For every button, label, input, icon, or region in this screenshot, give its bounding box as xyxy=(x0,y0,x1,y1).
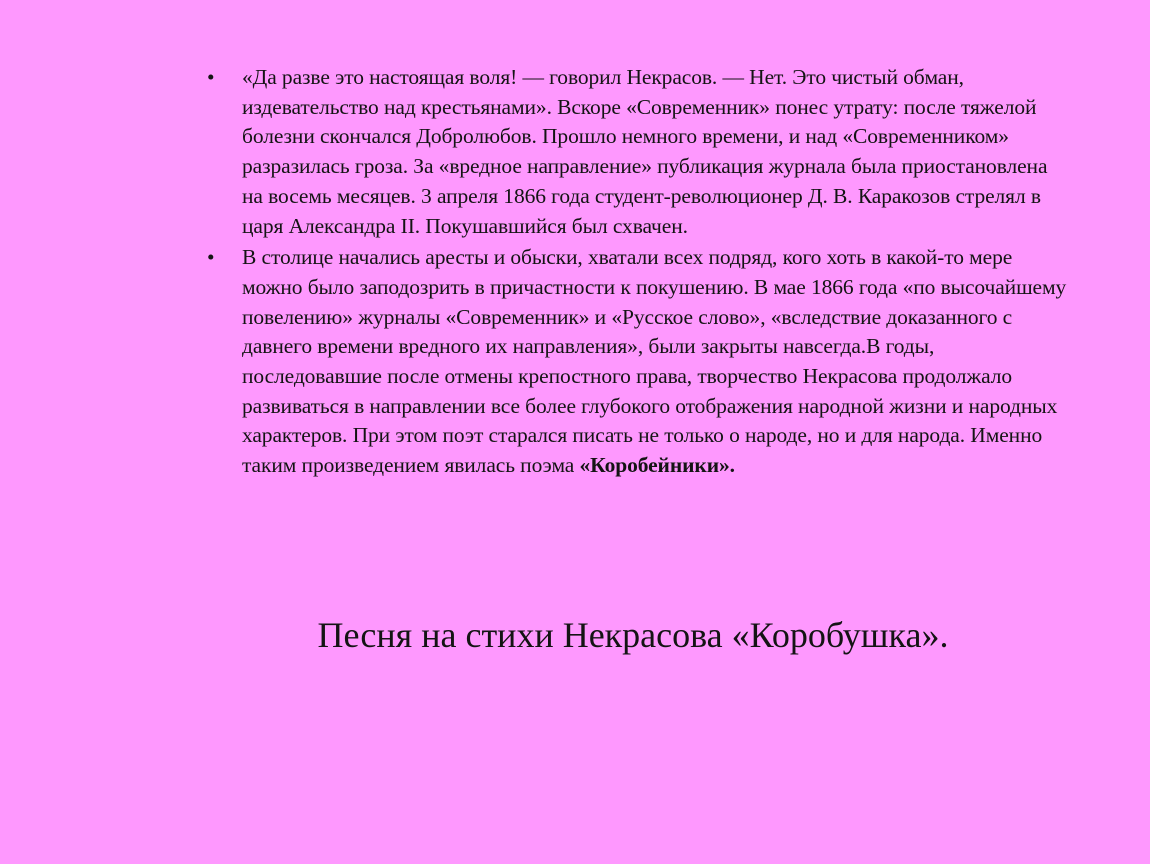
bullet-icon xyxy=(207,243,227,273)
bullet-text: В столице начались аресты и обыски, хватали всех подряд, кого хоть в какой-то мере можно было заподозрить в причастности к покушению. В мае 1866 года «по высочайшему повелению» журналы «Современник» и «Русское слово», «вследствие доказанного с давнего времени вредного их направления», были закрыты навсегда.В годы, последовавшие после отмены крепостного права, творчество Некрасова продолжало развиваться в направлении все более глубокого отображения народной жизни и народных характеров. При этом поэт старался писать не только о народе, но и для народа. Именно таким произведением явилась поэма xyxy=(242,245,1067,478)
song-title: Песня на стихи Некрасова «Коробушка». xyxy=(317,615,949,655)
poem-title-emphasis: «Коробейники». xyxy=(579,453,735,478)
bullet-list xyxy=(207,63,1067,483)
bullet-item-1 xyxy=(207,63,1067,241)
bullet-icon xyxy=(207,63,227,93)
bullet-item-2 xyxy=(207,243,1067,481)
bullet-text: «Да разве это настоящая воля! — говорил Некрасов. — Нет. Это чистый обман, издевательство над крестьянами». Вскоре «Современник» понес утрату: после тяжелой болезни скончался Добролюбов. Прошло немного времени, и над «Современником» разразилась гроза. За «вредное направление» публикация журнала была приостановлена на восемь месяцев. 3 апреля 1866 года студент-революционер Д. В. Каракозов стрелял в царя Александра II. Покушавшийся был схвачен. xyxy=(242,65,1048,238)
